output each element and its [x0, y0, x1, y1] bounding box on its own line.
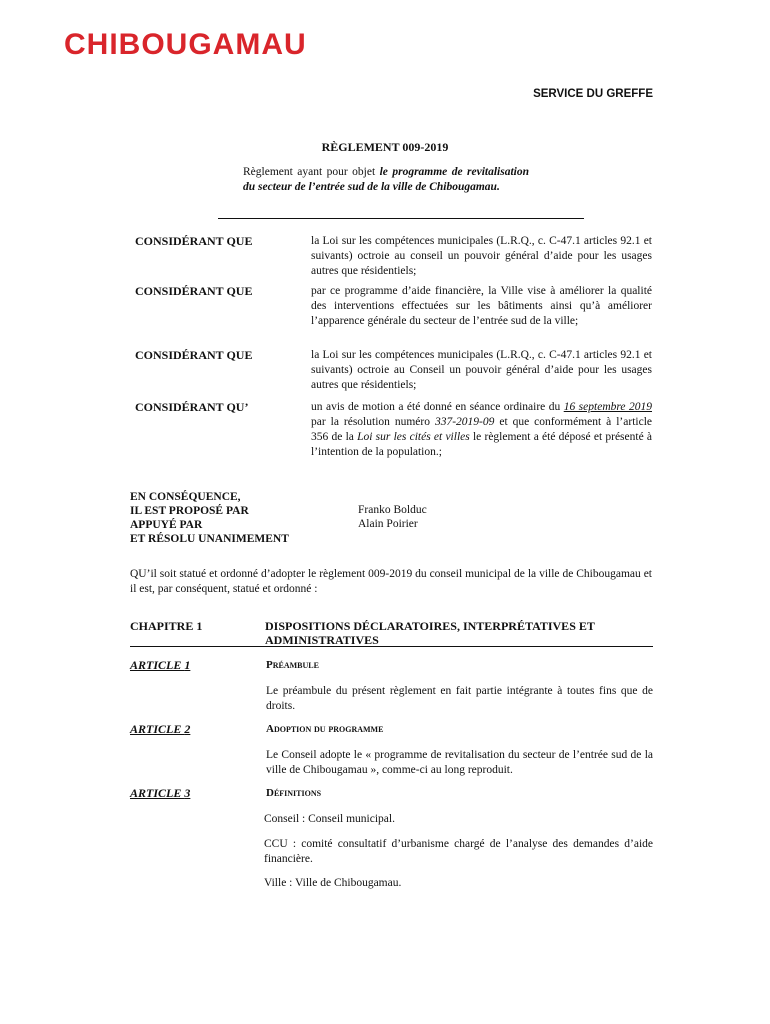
- loi-name: Loi sur les cités et villes: [357, 431, 470, 443]
- title-divider: [218, 218, 584, 219]
- subject-prefix: Règlement ayant pour objet: [243, 166, 380, 178]
- definition-conseil: Conseil : Conseil municipal.: [264, 813, 395, 825]
- article-1-number: 1: [184, 658, 191, 672]
- chapter-divider: [130, 646, 653, 647]
- article-2-label: [130, 722, 190, 737]
- article-3-word: ARTICLE: [130, 786, 185, 800]
- consequence-names: [358, 503, 518, 531]
- city-logo: CHIBOUGAMAU: [64, 28, 307, 61]
- seconder-name: Alain Poirier: [358, 518, 418, 530]
- considerant-4-part-a: un avis de motion a été donné en séance ordinaire du: [311, 401, 564, 413]
- considerant-label-4: CONSIDÉRANT QU’: [135, 400, 249, 414]
- considerant-4-part-d: le règlement a été déposé et présenté à l’intention de la population.;: [311, 431, 653, 458]
- article-1-heading: Préambule: [266, 659, 319, 671]
- article-1-word: ARTICLE: [130, 658, 185, 672]
- consequence-line-1: EN CONSÉQUENCE,: [130, 491, 241, 503]
- article-1-text: Le préambule du présent règlement en fait partie intégrante à toutes fins que de droits.: [266, 685, 653, 712]
- subject-italic: le programme de revitalisation du secteur de l’entrée sud de la ville de Chibougamau.: [243, 166, 530, 193]
- consequence-line-3: APPUYÉ PAR: [130, 519, 203, 531]
- considerant-text-3: la Loi sur les compétences municipales (L.R.Q., c. C-47.1 articles 92.1 et suivants) octroie au Conseil un pouvoir général d’aide pour les usages autres que résidentiels;: [311, 349, 652, 391]
- considerant-text-2: par ce programme d’aide financière, la Ville vise à améliorer la qualité des interventions effectuées sur les bâtiments ainsi qu’à améliorer l’apparence générale du secteur de l’entrée sud de la ville;: [311, 285, 652, 327]
- article-3-number: 3: [184, 786, 191, 800]
- proposer-name: Franko Bolduc: [358, 504, 427, 516]
- reglement-subject: [243, 165, 529, 195]
- consequence-line-4: ET RÉSOLU UNANIMEMENT: [130, 533, 289, 545]
- article-2-word: ARTICLE: [130, 722, 185, 736]
- definition-ccu: CCU : comité consultatif d’urbanisme chargé de l’analyse des demandes d’aide financière.: [264, 838, 653, 865]
- considerant-label-3: CONSIDÉRANT QUE: [135, 348, 253, 362]
- resolution-number: 337-2019-09: [434, 416, 495, 428]
- article-3-heading: Définitions: [266, 787, 322, 799]
- article-2-text: Le Conseil adopte le « programme de revitalisation du secteur de l’entrée sud de la ville de Chibougamau », comme-ci au long reproduit.: [266, 749, 653, 776]
- definition-ville: Ville : Ville de Chibougamau.: [264, 877, 402, 889]
- considerant-text-4: [311, 400, 652, 460]
- service-title: SERVICE DU GREFFE: [533, 88, 653, 100]
- article-2-number: 2: [184, 722, 191, 736]
- considerant-text-1: la Loi sur les compétences municipales (L.R.Q., c. C-47.1 articles 92.1 et suivants) octroie au conseil un pouvoir général d’aide pour les usages autres que résidentiels;: [311, 235, 652, 277]
- chapter-title: DISPOSITIONS DÉCLARATOIRES, INTERPRÉTATIVES ET ADMINISTRATIVES: [265, 619, 595, 647]
- qu-paragraph: QU’il soit statué et ordonné d’adopter le règlement 009-2019 du conseil municipal de la ville de Chibougamau et il est, par conséquent, statué et ordonné :: [130, 568, 652, 595]
- reglement-title: RÈGLEMENT 009-2019: [321, 140, 449, 154]
- consequence-labels: [130, 490, 360, 546]
- considerant-label-2: CONSIDÉRANT QUE: [135, 284, 253, 298]
- considerant-4-part-c: et que conformément à l’article 356 de la: [311, 416, 652, 443]
- considerant-4-part-b: par la résolution numéro: [311, 416, 435, 428]
- considerant-label-1: CONSIDÉRANT QUE: [135, 234, 253, 248]
- motion-date: 16 septembre 2019: [563, 401, 652, 413]
- article-3-label: [130, 786, 190, 801]
- article-1-label: [130, 658, 190, 673]
- consequence-line-2: IL EST PROPOSÉ PAR: [130, 505, 249, 517]
- article-2-heading: Adoption du programme: [266, 723, 384, 735]
- chapter-label: CHAPITRE 1: [130, 619, 203, 633]
